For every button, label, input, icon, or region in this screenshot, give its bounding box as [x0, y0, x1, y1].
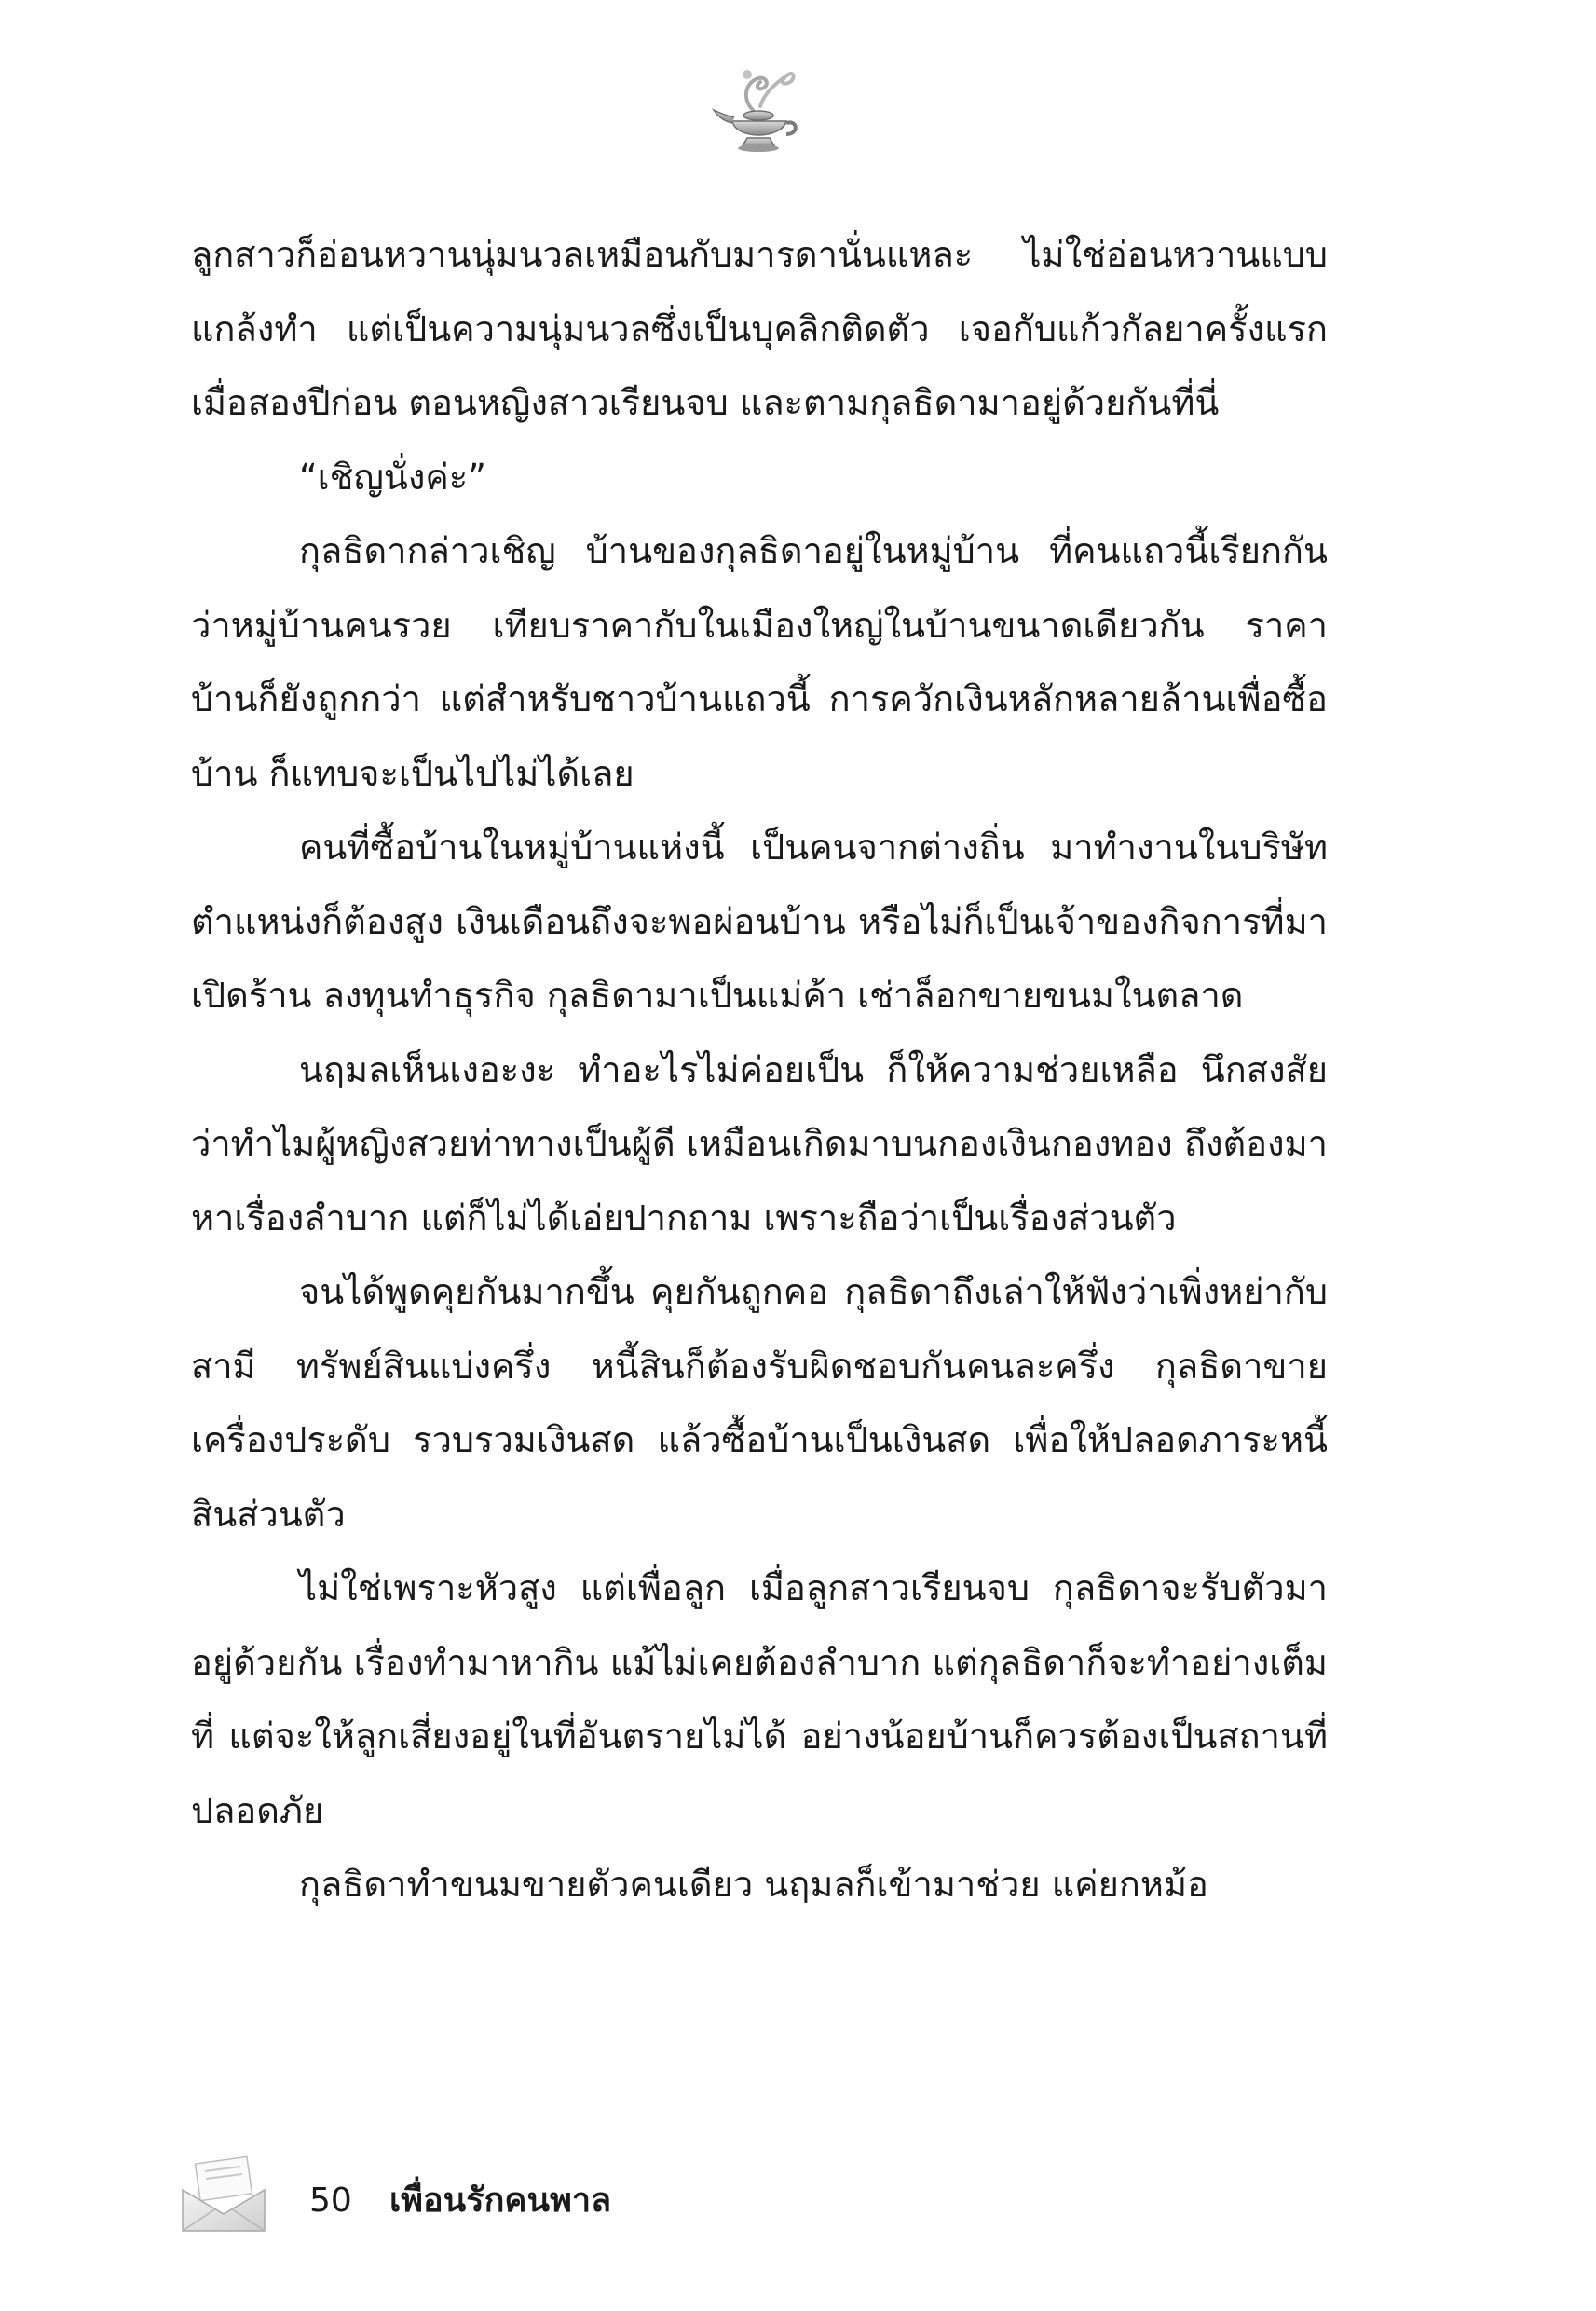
- paragraph-6: จนได้พูดคุยกันมากขึ้น คุยกันถูกคอ กุลธิดาถึงเล่าให้ฟังว่าเพิ่งหย่ากับสามี ทรัพย์สินแบ่งครึ่ง หนี้สินก็ต้องรับผิดชอบกันคนละครึ่ง กุลธิดาขายเครื่องประดับ รวบรวมเงินสด แล้วซื้อบ้านเป็นเงินสด เพื่อให้ปลอดภาระหนี้สินส่วนตัว: [191, 1271, 1328, 1535]
- paragraph-8: กุลธิดาทำขนมขายตัวคนเดียว นฤมลก็เข้ามาช่วย แค่ยกหม้อ: [299, 1864, 1208, 1905]
- paragraph-5: นฤมลเห็นเงอะงะ ทำอะไรไม่ค่อยเป็น ก็ให้ความช่วยเหลือ นึกสงสัยว่าทำไมผู้หญิงสวยท่าทางเป็นผู้ดี เหมือนเกิดมาบนกองเงินกองทอง ถึงต้องมาหาเรื่องลำบาก แต่ก็ไม่ได้เอ่ยปากถาม เพราะถือว่าเป็นเรื่องส่วนตัว: [191, 1048, 1328, 1238]
- book-title: เพื่อนรักคนพาล: [389, 2181, 612, 2220]
- paragraph-4: คนที่ซื้อบ้านในหมู่บ้านแห่งนี้ เป็นคนจากต่างถิ่น มาทำงานในบริษัท ตำแหน่งก็ต้องสูง เงินเดือนถึงจะพอผ่อนบ้าน หรือไม่ก็เป็นเจ้าของกิจการที่มาเปิดร้าน ลงทุนทำธุรกิจ กุลธิดามาเป็นแม่ค้า เช่าล็อกขายขนมในตลาด: [191, 827, 1328, 1016]
- genie-lamp-icon: [704, 54, 816, 166]
- envelope-icon: [177, 2153, 270, 2236]
- paragraph-2-dialogue: “เชิญนั่งค่ะ”: [299, 456, 486, 498]
- page-footer: [177, 2153, 1016, 2255]
- paragraph-1: ลูกสาวก็อ่อนหวานนุ่มนวลเหมือนกับมารดานั่นแหละ ไม่ใช่อ่อนหวานแบบแกล้งทำ แต่เป็นความนุ่มนวลซึ่งเป็นบุคลิกติดตัว เจอกับแก้วกัลยาครั้งแรกเมื่อสองปีก่อน ตอนหญิงสาวเรียนจบ และตามกุลธิดามาอยู่ด้วยกันที่นี่: [191, 234, 1328, 423]
- paragraph-3: กุลธิดากล่าวเชิญ บ้านของกุลธิดาอยู่ในหมู่บ้าน ที่คนแถวนี้เรียกกันว่าหมู่บ้านคนรวย เทียบราคากับในเมืองใหญ่ในบ้านขนาดเดียวกัน ราคาบ้านก็ยังถูกกว่า แต่สำหรับชาวบ้านแถวนี้ การควักเงินหลักหลายล้านเพื่อซื้อบ้าน ก็แทบจะเป็นไปไม่ได้เลย: [191, 530, 1328, 794]
- body-text: [191, 218, 1328, 1922]
- paragraph-7: ไม่ใช่เพราะหัวสูง แต่เพื่อลูก เมื่อลูกสาวเรียนจบ กุลธิดาจะรับตัวมาอยู่ด้วยกัน เรื่องทำมาหากิน แม้ไม่เคยต้องลำบาก แต่กุลธิดาก็จะทำอย่างเต็มที่ แต่จะให้ลูกเสี่ยงอยู่ในที่อันตรายไม่ได้ อย่างน้อยบ้านก็ควรต้องเป็นสถานที่ปลอดภัย: [191, 1567, 1328, 1831]
- page-number: 50: [309, 2181, 352, 2220]
